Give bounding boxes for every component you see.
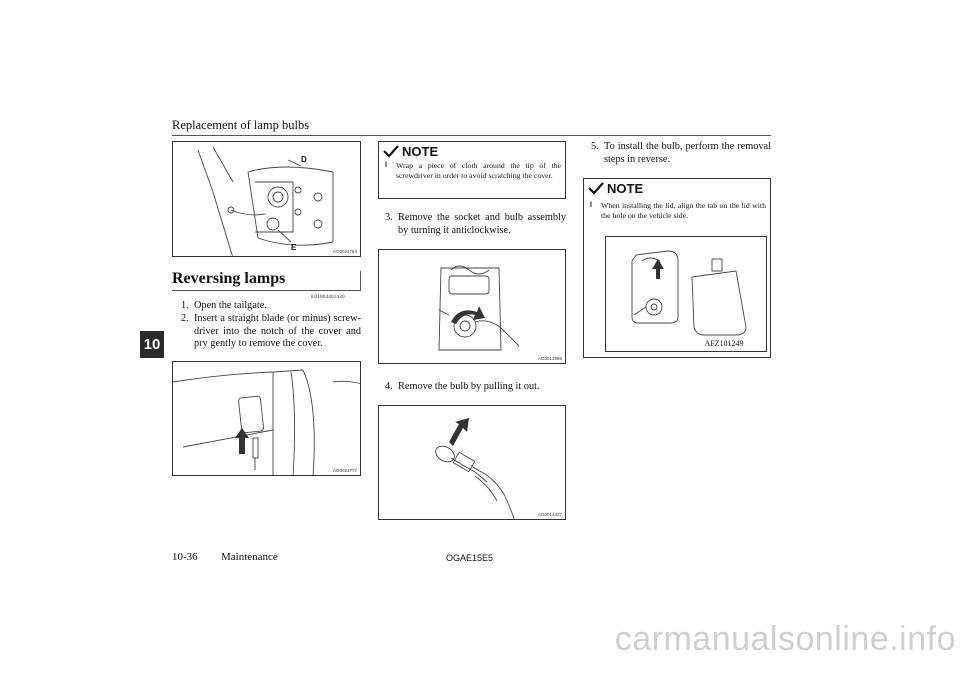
step-number: 5. bbox=[591, 141, 599, 152]
check-icon bbox=[588, 182, 604, 195]
figure-bulb-removal bbox=[378, 405, 566, 520]
step-text: To install the bulb, perform the removal steps in reverse. bbox=[604, 141, 771, 165]
note-box-lid bbox=[583, 178, 771, 358]
figure-lid-install bbox=[605, 236, 767, 352]
document-code: OGAE15E5 bbox=[446, 553, 494, 563]
check-icon bbox=[383, 145, 399, 158]
note-text: Wrap a piece of cloth around the tip of the screwdriver in order to avoid scratching the cover. bbox=[396, 161, 561, 180]
header-rule bbox=[172, 135, 771, 136]
bullet-icon: l bbox=[385, 162, 387, 169]
cover-removal-illustration bbox=[173, 362, 361, 476]
section-heading: Reversing lamps bbox=[172, 270, 286, 287]
step-3 bbox=[385, 212, 566, 237]
note-header bbox=[383, 144, 438, 159]
page-number: 10-36 bbox=[172, 551, 198, 563]
figure-tail-lamp bbox=[172, 141, 361, 257]
note-item bbox=[385, 161, 561, 180]
step-number: 4. bbox=[385, 381, 393, 392]
lid-install-illustration bbox=[606, 237, 767, 352]
step-text: Remove the socket and bulb assembly by turning it anticlockwise. bbox=[398, 212, 566, 236]
step-5 bbox=[591, 141, 771, 166]
bullet-icon: l bbox=[590, 202, 592, 209]
callout-e: E bbox=[291, 243, 297, 252]
figure-cover-removal bbox=[172, 361, 361, 476]
step-2 bbox=[181, 313, 361, 351]
tail-lamp-illustration bbox=[173, 142, 361, 257]
chapter-tab: 10 bbox=[140, 331, 164, 358]
figure-code: AG0023777 bbox=[332, 468, 357, 473]
note-label: NOTE bbox=[607, 181, 644, 196]
figure-code: AG0013996 bbox=[537, 356, 562, 361]
step-number: 1. bbox=[181, 300, 189, 311]
figure-code: AG0021764 bbox=[332, 249, 357, 254]
step-4 bbox=[385, 381, 566, 394]
figure-code: AG0014427 bbox=[537, 512, 562, 517]
chapter-name: Maintenance bbox=[221, 551, 278, 563]
note-header bbox=[588, 181, 643, 196]
section-rule bbox=[172, 290, 361, 291]
running-header: Replacement of lamp bulbs bbox=[172, 118, 310, 132]
step-text: Open the tailgate. bbox=[194, 300, 267, 311]
step-text: Remove the bulb by pulling it out. bbox=[398, 381, 540, 392]
bulb-removal-illustration bbox=[379, 406, 566, 520]
note-label: NOTE bbox=[402, 144, 439, 159]
watermark: carmanualsonline.info bbox=[614, 620, 956, 658]
section-code: E01004401430 bbox=[311, 294, 345, 300]
note-text: When installing the lid, align the tab on the lid with the hole on the vehicle side. bbox=[601, 201, 766, 220]
step-number: 2. bbox=[181, 313, 189, 324]
step-number: 3. bbox=[385, 212, 393, 223]
step-1 bbox=[181, 300, 361, 313]
note-item bbox=[590, 201, 766, 220]
note-box-screwdriver bbox=[378, 141, 566, 199]
socket-removal-illustration bbox=[379, 250, 566, 364]
figure-label: AFZ101249 bbox=[704, 339, 744, 348]
callout-d: D bbox=[301, 155, 307, 164]
figure-socket-removal bbox=[378, 249, 566, 364]
step-text: Insert a straight blade (or minus) screw-driver into the notch of the cover and pry gently to remove the cover. bbox=[194, 313, 361, 349]
section-rule-end bbox=[360, 271, 361, 291]
